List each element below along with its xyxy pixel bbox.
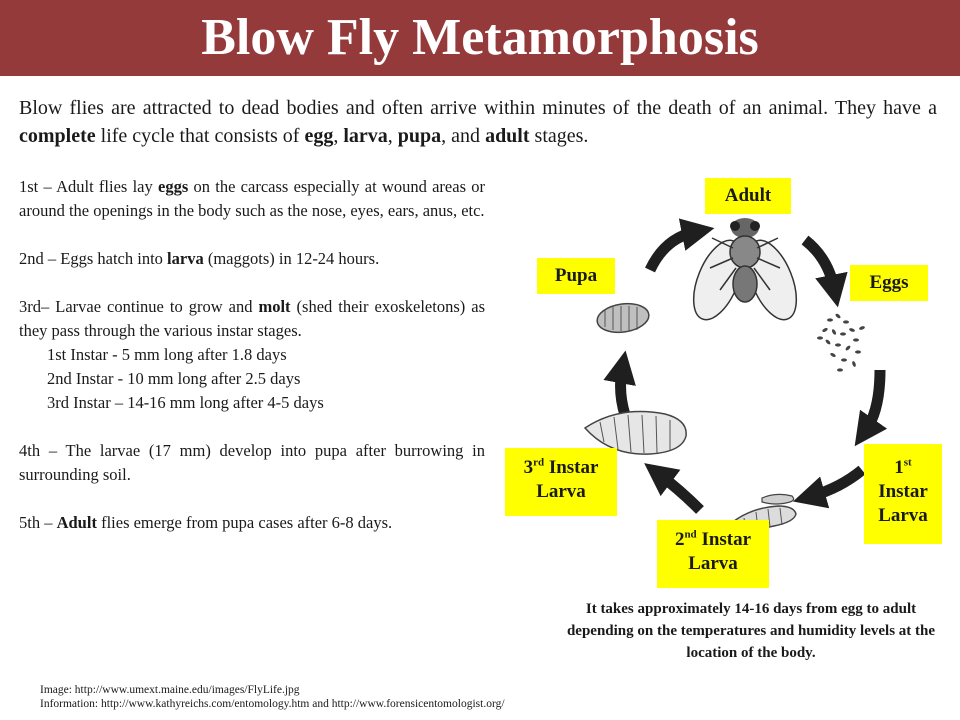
step-5: 5th – Adult flies emerge from pupa cases after 6-8 days.	[19, 513, 393, 532]
stage-label-first-instar-larva: 1st Instar Larva	[864, 444, 942, 544]
intro-paragraph: Blow flies are attracted to dead bodies and often arrive within minutes of the death of an animal. They have a complete life cycle that consists of egg, larva, pupa, and adult stages.	[19, 97, 937, 147]
image-credit: Image: http://www.umext.maine.edu/images/FlyLife.jpg	[40, 684, 300, 696]
instar-3: 3rd Instar – 14-16 mm long after 4-5 days	[47, 393, 324, 412]
stage-steps	[19, 175, 485, 535]
step-2: 2nd – Eggs hatch into larva (maggots) in 12-24 hours.	[19, 249, 380, 268]
first-instar-larva-icon	[762, 494, 794, 504]
eggs-cluster-icon	[817, 313, 865, 372]
arrow-third-to-pupa-icon	[621, 370, 625, 415]
arrow-pupa-to-adult-icon	[650, 232, 695, 270]
pupa-icon	[595, 301, 650, 336]
stage-label-pupa: Pupa	[537, 258, 615, 294]
arrow-first-to-second-icon	[812, 470, 862, 496]
page-title: Blow Fly Metamorphosis	[201, 9, 759, 66]
source-credits	[40, 683, 505, 711]
information-credit: Information: http://www.kathyreichs.com/entomology.htm and http://www.forensicentomologist.org/	[40, 698, 505, 710]
stage-label-adult: Adult	[705, 178, 791, 214]
step-1: 1st – Adult flies lay eggs on the carcass especially at wound areas or around the openings in the body such as the nose, eyes, ears, anus, etc.	[19, 177, 485, 220]
step-3: 3rd– Larvae continue to grow and molt (shed their exoskeletons) as they pass through the various instar stages.	[19, 297, 485, 340]
stage-label-eggs: Eggs	[850, 265, 928, 301]
instar-1: 1st Instar - 5 mm long after 1.8 days	[47, 345, 287, 364]
arrow-adult-to-eggs-icon	[805, 240, 834, 288]
life-cycle-diagram	[500, 170, 960, 610]
arrow-eggs-to-first-icon	[866, 370, 880, 430]
adult-fly-icon	[684, 218, 807, 326]
cycle-duration-caption: It takes approximately 14-16 days from egg to adult depending on the temperatures and humidity levels at the location of the body.	[566, 601, 936, 661]
step-4: 4th – The larvae (17 mm) develop into pupa after burrowing in surrounding soil.	[19, 441, 485, 484]
arrow-second-to-third-icon	[660, 475, 700, 510]
instar-2: 2nd Instar - 10 mm long after 2.5 days	[47, 369, 301, 388]
stage-label-third-instar-larva: 3rd Instar Larva	[505, 448, 617, 516]
stage-label-second-instar-larva: 2nd Instar Larva	[657, 520, 769, 588]
